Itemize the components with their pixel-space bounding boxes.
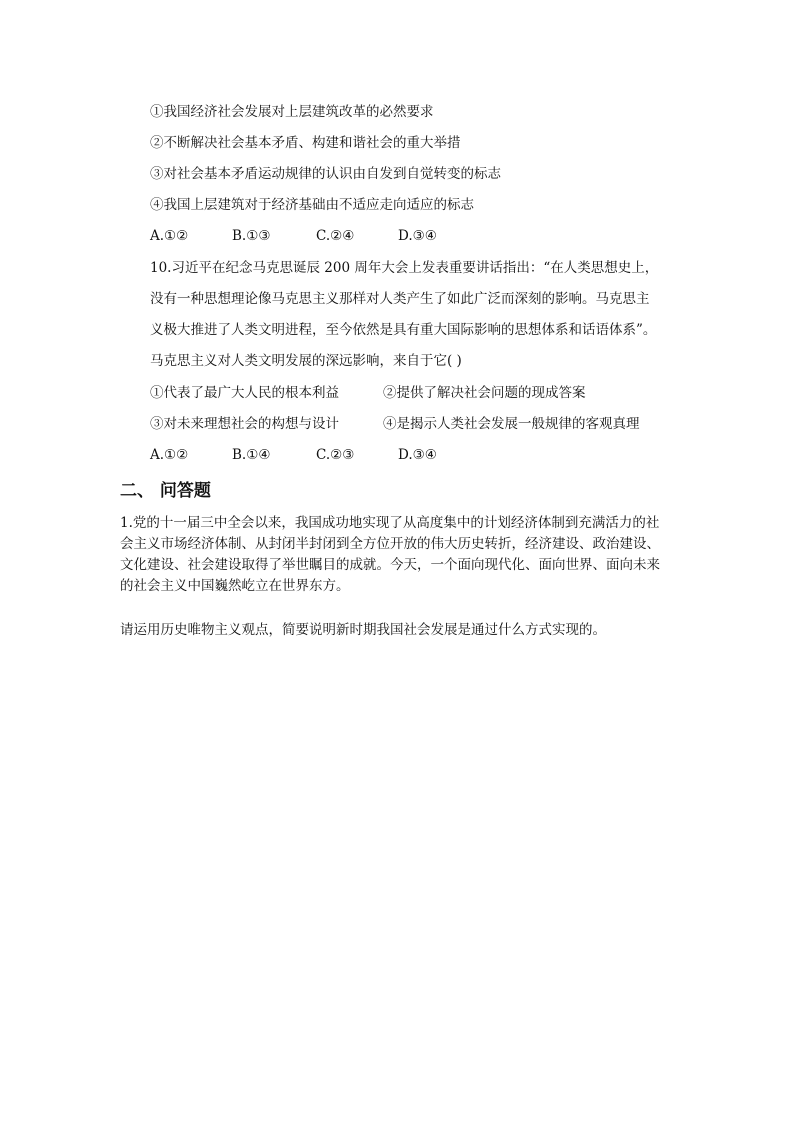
q10-option-3: ③对未来理想社会的构想与设计 — [150, 416, 339, 432]
q10-stem-line-2: 没有一种思想理论像马克思主义那样对人类产生了如此广泛而深刻的影响。马克思主 — [150, 291, 650, 307]
q10-stem-line-3: 义极大推进了人类文明进程，至今依然是具有重大国际影响的思想体系和话语体系”。 — [150, 322, 657, 338]
q10-stem-line-4: 马克思主义对人类文明发展的深远影响，来自于它( ) — [150, 353, 462, 369]
essay-q1-line-2: 会主义市场经济体制、从封闭半封闭到全方位开放的伟大历史转折，经济建设、政治建设、 — [120, 536, 660, 552]
essay-q1-line-1: 1.党的十一届三中全会以来，我国成功地实现了从高度集中的计划经济体制到充满活力的社 — [120, 515, 660, 531]
essay-q1-line-3: 文化建设、社会建设取得了举世瞩目的成就。今天，一个面向现代化、面向世界、面向未来 — [120, 557, 660, 573]
section-heading: 二、 问答题 — [120, 481, 211, 501]
q9-answer-choices — [150, 227, 437, 245]
q9-choice-b: B.①③ — [232, 228, 271, 244]
q10-choice-b: B.①④ — [232, 447, 271, 463]
q9-choice-d: D.③④ — [398, 228, 437, 244]
q9-option-4: ④我国上层建筑对于经济基础由不适应走向适应的标志 — [150, 197, 474, 213]
q10-option-1: ①代表了最广大人民的根本利益 — [150, 385, 339, 401]
q9-option-2: ②不断解决社会基本矛盾、构建和谐社会的重大举措 — [150, 135, 461, 151]
q10-choice-c: C.②③ — [316, 447, 355, 463]
essay-q1-question: 请运用历史唯物主义观点，简要说明新时期我国社会发展是通过什么方式实现的。 — [120, 622, 606, 638]
q10-option-2: ②提供了解决社会问题的现成答案 — [383, 385, 586, 401]
q9-option-3: ③对社会基本矛盾运动规律的认识由自发到自觉转变的标志 — [150, 166, 501, 182]
q10-answer-choices — [150, 446, 437, 464]
q10-choice-a: A.①② — [150, 447, 189, 463]
q9-choice-c: C.②④ — [316, 228, 355, 244]
q10-stem-line-1: 10.习近平在纪念马克思诞辰 200 周年大会上发表重要讲话指出：“在人类思想史上， — [150, 260, 659, 276]
essay-q1-line-4: 的社会主义中国巍然屹立在世界东方。 — [120, 578, 350, 594]
q9-choice-a: A.①② — [150, 228, 189, 244]
q10-choice-d: D.③④ — [398, 447, 437, 463]
q10-option-4: ④是揭示人类社会发展一般规律的客观真理 — [383, 416, 640, 432]
q9-option-1: ①我国经济社会发展对上层建筑改革的必然要求 — [150, 104, 434, 120]
